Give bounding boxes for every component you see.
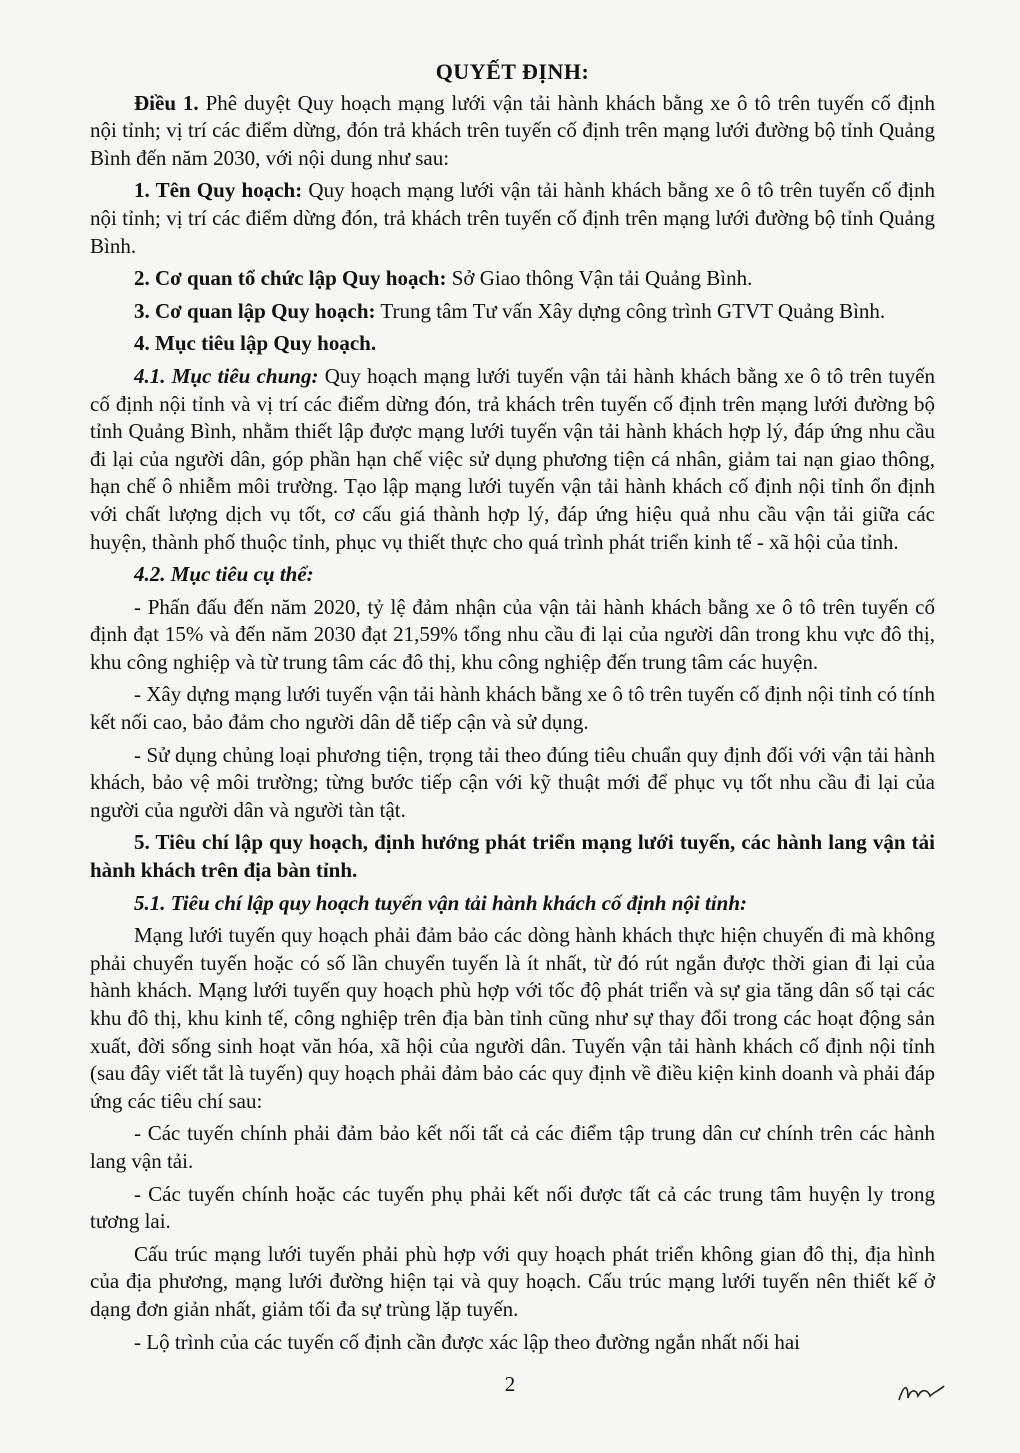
item-1-label: 1. Tên Quy hoạch: (134, 178, 303, 203)
handwritten-initials (896, 1380, 946, 1404)
item-4-2-bullet: - Xây dựng mạng lưới tuyến vận tải hành khách bằng xe ô tô trên tuyến cố định nội tỉnh có tính kết nối cao, bảo đảm cho người dân dễ tiếp cận và sử dụng. (90, 682, 935, 735)
item-3-text: Trung tâm Tư vấn Xây dựng công trình GTVT Quảng Bình. (375, 298, 886, 323)
article-1-text: Phê duyệt Quy hoạch mạng lưới vận tải hành khách bằng xe ô tô trên tuyến cố định nội tỉnh; vị trí các điểm dừng, đón trả khách trên tuyến cố định trên mạng lưới đường bộ tỉnh Quảng Bình đến năm 2030, với nội dung như sau: (90, 90, 935, 170)
item-5-1-heading: 5.1. Tiêu chí lập quy hoạch tuyến vận tải hành khách cố định nội tỉnh: (134, 890, 747, 915)
article-1 (90, 90, 935, 173)
article-1-label: Điều 1. (134, 90, 199, 115)
item-4-1-label: 4.1. Mục tiêu chung: (134, 363, 319, 388)
item-2 (90, 265, 935, 293)
item-1 (90, 177, 935, 260)
item-5-1-paragraph: Mạng lưới tuyến quy hoạch phải đảm bảo các dòng hành khách thực hiện chuyến đi mà không phải chuyển tuyến hoặc có số lần chuyển tuyến là ít nhất, từ đó rút ngắn được thời gian đi lại của hành khách. Mạng lưới tuyến quy hoạch phù hợp với tốc độ phát triển và sự gia tăng dân số tại các khu đô thị, khu kinh tế, công nghiệp trên địa bàn tỉnh cũng như sự thay đổi trong các hoạt động sản xuất, đời sống sinh hoạt văn hóa, xã hội của người dân. Tuyến vận tải hành khách cố định nội tỉnh (sau đây viết tắt là tuyến) quy hoạch phải đảm bảo các quy định về điều kiện kinh doanh và phải đáp ứng các tiêu chí sau: (90, 923, 935, 1113)
item-4-1 (90, 363, 935, 556)
item-4-2-heading: 4.2. Mục tiêu cụ thể: (134, 562, 314, 587)
item-4-2-bullet: - Phấn đấu đến năm 2020, tỷ lệ đảm nhận của vận tải hành khách bằng xe ô tô trên tuyến cố định đạt 15% và đến năm 2030 đạt 21,59% tổng nhu cầu đi lại của người dân trong khu vực đô thị, khu công nghiệp và từ trung tâm các đô thị, khu công nghiệp đến trung tâm các huyện. (90, 594, 935, 674)
item-4-2-bullet: - Sử dụng chủng loại phương tiện, trọng tải theo đúng tiêu chuẩn quy định đối với vận tải hành khách, bảo vệ môi trường; từng bước tiếp cận với kỹ thuật mới để phục vụ tốt nhu cầu đi lại của người của người dân và người tàn tật. (90, 742, 935, 822)
item-5-1-bullet: - Các tuyến chính phải đảm bảo kết nối tất cả các điểm tập trung dân cư chính trên các hành lang vận tải. (90, 1121, 935, 1173)
item-5-1-last-line: - Lộ trình của các tuyến cố định cần được xác lập theo đường ngắn nhất nối hai (134, 1329, 801, 1354)
item-5-heading: 5. Tiêu chí lập quy hoạch, định hướng phát triển mạng lưới tuyến, các hành lang vận tải hành khách trên địa bàn tỉnh. (90, 830, 935, 883)
document-body (90, 58, 935, 1361)
page-number: 2 (504, 1372, 516, 1396)
item-1-text: Quy hoạch mạng lưới vận tải hành khách bằng xe ô tô trên tuyến cố định nội tỉnh; vị trí các điểm dừng đón, trả khách trên tuyến cố định trên mạng lưới đường bộ tỉnh Quảng Bình. (90, 178, 935, 258)
item-3-label: 3. Cơ quan lập Quy hoạch: (134, 298, 376, 323)
item-4-1-text: Quy hoạch mạng lưới tuyến vận tải hành khách bằng xe ô tô trên tuyến cố định nội tỉnh và vị trí các điểm dừng đón, trả khách trên tuyến cố định trên mạng lưới đường bộ tỉnh Quảng Bình, nhằm thiết lập được mạng lưới tuyến vận tải hành khách hợp lý, đáp ứng nhu cầu đi lại của người dân, góp phần hạn chế việc sử dụng phương tiện cá nhân, giảm tai nạn giao thông, hạn chế ô nhiễm môi trường. Tạo lập mạng lưới tuyến vận tải hành khách cố định nội tỉnh ổn định với chất lượng dịch vụ tốt, cơ cấu giá thành hợp lý, đáp ứng hiệu quả nhu cầu vận tải giữa các huyện, thành phố thuộc tỉnh, phục vụ thiết thực cho quá trình phát triển kinh tế - xã hội của tỉnh. (90, 363, 936, 554)
item-2-text: Sở Giao thông Vận tải Quảng Bình. (446, 266, 753, 291)
document-title: QUYẾT ĐỊNH: (435, 59, 590, 84)
item-2-label: 2. Cơ quan tổ chức lập Quy hoạch: (134, 266, 447, 291)
item-3 (90, 298, 935, 326)
item-4-heading: 4. Mục tiêu lập Quy hoạch. (134, 331, 377, 356)
item-5-1-bullet: - Các tuyến chính hoặc các tuyến phụ phải kết nối được tất cả các trung tâm huyện ly trong tương lai. (90, 1181, 935, 1234)
item-5-1-paragraph-2: Cấu trúc mạng lưới tuyến phải phù hợp với quy hoạch phát triển không gian đô thị, địa hình của địa phương, mạng lưới đường hiện tại và quy hoạch. Cấu trúc mạng lưới tuyến nên thiết kế ở dạng đơn giản nhất, giảm tối đa sự trùng lặp tuyến. (90, 1241, 935, 1321)
